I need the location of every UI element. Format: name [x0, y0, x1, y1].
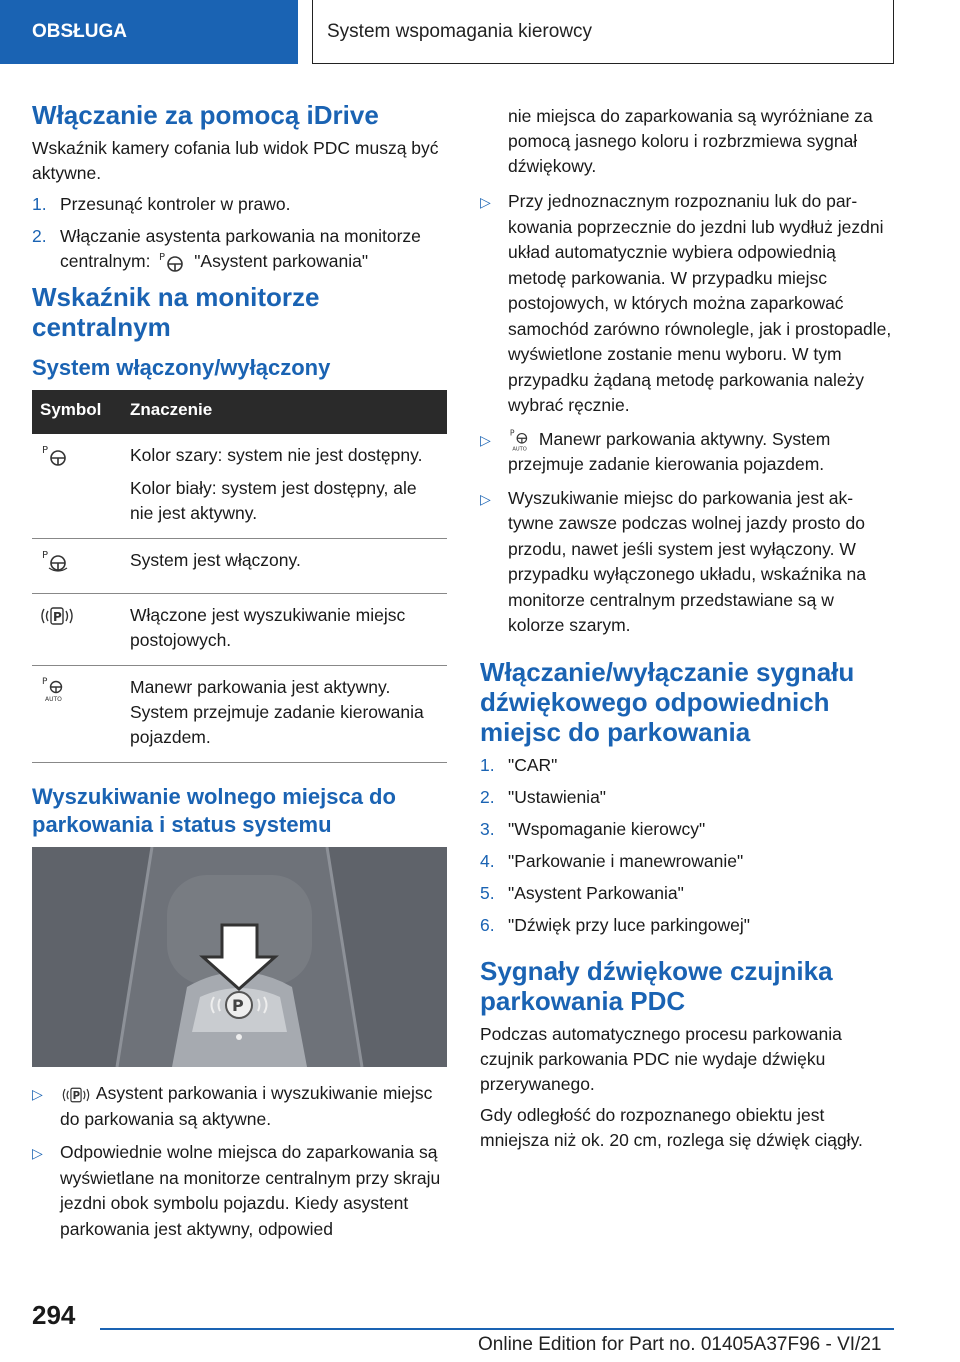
heading-idrive: Włączanie za pomocą iDrive [32, 100, 379, 130]
bullet-text [508, 427, 892, 478]
step-item [480, 849, 892, 874]
list-item [32, 1140, 447, 1242]
list-item [480, 189, 892, 419]
right-column [480, 104, 892, 1159]
svg-text:P: P [232, 996, 244, 1016]
meaning-line: Kolor szary: system nie jest dostępny. [130, 445, 423, 466]
step-text: "Parkowanie i manewrowanie" [508, 850, 744, 871]
step-number: 1. [32, 194, 47, 214]
step-text: "Wspomaganie kierowcy" [508, 818, 706, 839]
svg-text:P: P [509, 428, 515, 438]
step-item [480, 817, 892, 842]
paragraph-idrive: Wskaźnik kamery cofania lub widok PDC muszą być aktywne. [32, 138, 439, 183]
symbol-cell [32, 434, 122, 539]
list-item [480, 427, 892, 478]
step-text: "CAR" [508, 754, 558, 775]
col-meaning: Znaczenie [122, 390, 447, 434]
step-item [480, 785, 892, 810]
step-number: 5. [480, 882, 495, 903]
parking-search-icon [60, 1084, 92, 1106]
list-item [480, 486, 892, 639]
bullet-text-content: Asystent parkowania i wyszukiwanie miejsc do parkowania są aktywne. [60, 1083, 433, 1129]
step-item [480, 913, 892, 938]
bullet-text: Przy jednoznacznym rozpoznaniu luk do parkowania poprzecznie do jezdni lub wydłuż jezdni układ automatycznie wybiera odpowiednią metodę parkowania. W przypadku miejsc postojowych, w których można zaparkować samochód zarówno równolegle, jak i prostopadle, wyświetlone zostanie menu wyboru. W tym przypadku żądaną metodę parkowania należy wybrać ręcznie. [508, 191, 892, 415]
heading-pdc: Sygnały dźwiękowe czujnika parkowania PDC [480, 955, 833, 1016]
step-number: 3. [480, 818, 495, 839]
svg-text:P: P [42, 677, 48, 688]
meaning-line: System jest włączony. [130, 550, 301, 571]
step-number: 6. [480, 914, 495, 935]
edition-note: Online Edition for Part no. 01405A37F96 - VI/21 [478, 1334, 882, 1355]
step-2 [32, 224, 447, 274]
chapter-title: System wspomagania kierowcy [327, 20, 593, 42]
svg-text:P: P [42, 550, 49, 562]
bullet-text: Wyszukiwanie miejsc do parkowania jest aktywne zawsze podczas wolnej jazdy prosto do przodu, nawet jeśli system jest wyłączony. W przypadku wyłączonego układu, wskaźnika na monitorze centralnym przedstawiane są w kolorze szarym. [508, 487, 866, 635]
bullet-text: Odpowiednie wolne miejsca do zaparkowania są wyświetlane na monitorze centralnym przy skraju jezdni obok symbolu pojazdu. Kiedy asystent parkowania jest aktywny, odpowied [60, 1142, 441, 1239]
table-row [32, 434, 447, 539]
svg-text:P: P [72, 1090, 81, 1102]
svg-text:AUTO: AUTO [512, 446, 527, 452]
meaning-line: Włączone jest wyszukiwanie miejsc postojowych. [130, 605, 406, 651]
parking-auto-icon [508, 428, 534, 452]
bullet-text [60, 1081, 447, 1132]
parking-auto-icon [40, 675, 70, 703]
status-bullets [32, 1081, 447, 1242]
sound-steps [480, 753, 892, 938]
step-text [60, 224, 447, 274]
parking-display-illustration [32, 847, 447, 1067]
table-row [32, 594, 447, 666]
bullet-triangle-icon: ▷ [480, 431, 491, 448]
heading-system: System włączony/wyłączony [32, 355, 331, 381]
paragraph-pdc-2: Gdy odległość do rozpoznanego obiektu jest mniejsza niż ok. 20 cm, rozlega się dźwięk ciągły. [480, 1104, 863, 1150]
svg-text:P: P [42, 445, 49, 457]
meaning-line: Kolor biały: system jest dostępny, ale nie jest aktywny. [130, 478, 417, 524]
parking-search-icon [40, 603, 74, 629]
svg-text:P: P [53, 610, 62, 625]
list-item [32, 1081, 447, 1132]
table-row [32, 666, 447, 763]
step-text: Przesunąć kontroler w prawo. [60, 194, 291, 214]
right-bullets [480, 189, 892, 639]
step-1 [32, 192, 447, 217]
bullet-triangle-icon: ▷ [480, 194, 491, 210]
parking-assist-active-icon [40, 548, 70, 574]
heading-search: Wyszukiwanie wolnego miejsca do parkowania i status systemu [32, 784, 396, 838]
meaning-line: Manewr parkowania jest aktywny. System przejmuje zadanie kierowania pojazdem. [130, 677, 424, 748]
heading-monitor: Wskaźnik na monitorze centralnym [32, 282, 320, 343]
col-symbol: Symbol [32, 390, 122, 434]
table-row [32, 539, 447, 594]
parking-assist-icon [40, 443, 70, 469]
symbol-cell [32, 666, 122, 763]
step-number: 2. [32, 226, 47, 246]
parking-assist-icon [155, 250, 189, 274]
bullet-triangle-icon: ▷ [32, 1086, 43, 1103]
step-text-b: "Asystent parkowania" [194, 251, 369, 271]
step-text: "Dźwięk przy luce parkingowej" [508, 914, 750, 935]
continuation-text: nie miejsca do zaparkowania są wyróżniane za pomocą jasnego koloru i rozbrzmiewa sygnał dźwiękowy. [508, 106, 873, 176]
chapter-tab [312, 0, 894, 64]
section-tab [0, 0, 298, 64]
heading-sound: Włączanie/wyłączanie sygnału dźwiękowego odpowiednich miejsc do parkowania [480, 656, 855, 747]
symbol-cell [32, 594, 122, 666]
table-header [32, 390, 447, 434]
step-number: 4. [480, 850, 495, 871]
bullet-text-content: Manewr parkowania aktywny. System przejmuje zadanie kierowania pojazdem. [508, 428, 831, 474]
svg-text:P: P [159, 252, 166, 264]
section-title: OBSŁUGA [32, 21, 127, 42]
parking-scene-graphic [32, 847, 447, 1067]
meaning-cell [122, 594, 447, 666]
bullet-triangle-icon: ▷ [480, 490, 491, 507]
step-text: "Ustawienia" [508, 786, 607, 807]
step-text-a: Włączanie asystenta parkowania na monitorze centralnym: [60, 226, 421, 271]
step-text: "Asystent Parkowania" [508, 882, 684, 903]
meaning-cell [122, 434, 447, 539]
step-item [480, 753, 892, 778]
idrive-steps [32, 192, 447, 274]
symbol-cell [32, 539, 122, 594]
step-item [480, 881, 892, 906]
meaning-cell [122, 539, 447, 594]
step-number: 2. [480, 786, 495, 807]
symbol-table [32, 390, 447, 763]
svg-text:AUTO: AUTO [45, 696, 62, 704]
left-column [32, 100, 447, 1250]
footer-divider [100, 1328, 894, 1330]
bullet-triangle-icon: ▷ [32, 1145, 43, 1162]
page-number: 294 [32, 1300, 76, 1330]
meaning-cell [122, 666, 447, 763]
step-number: 1. [480, 754, 495, 775]
paragraph-pdc-1: Podczas automatycznego procesu parkowania czujnik parkowania PDC nie wydaje dźwięku przerywanego. [480, 1023, 842, 1094]
